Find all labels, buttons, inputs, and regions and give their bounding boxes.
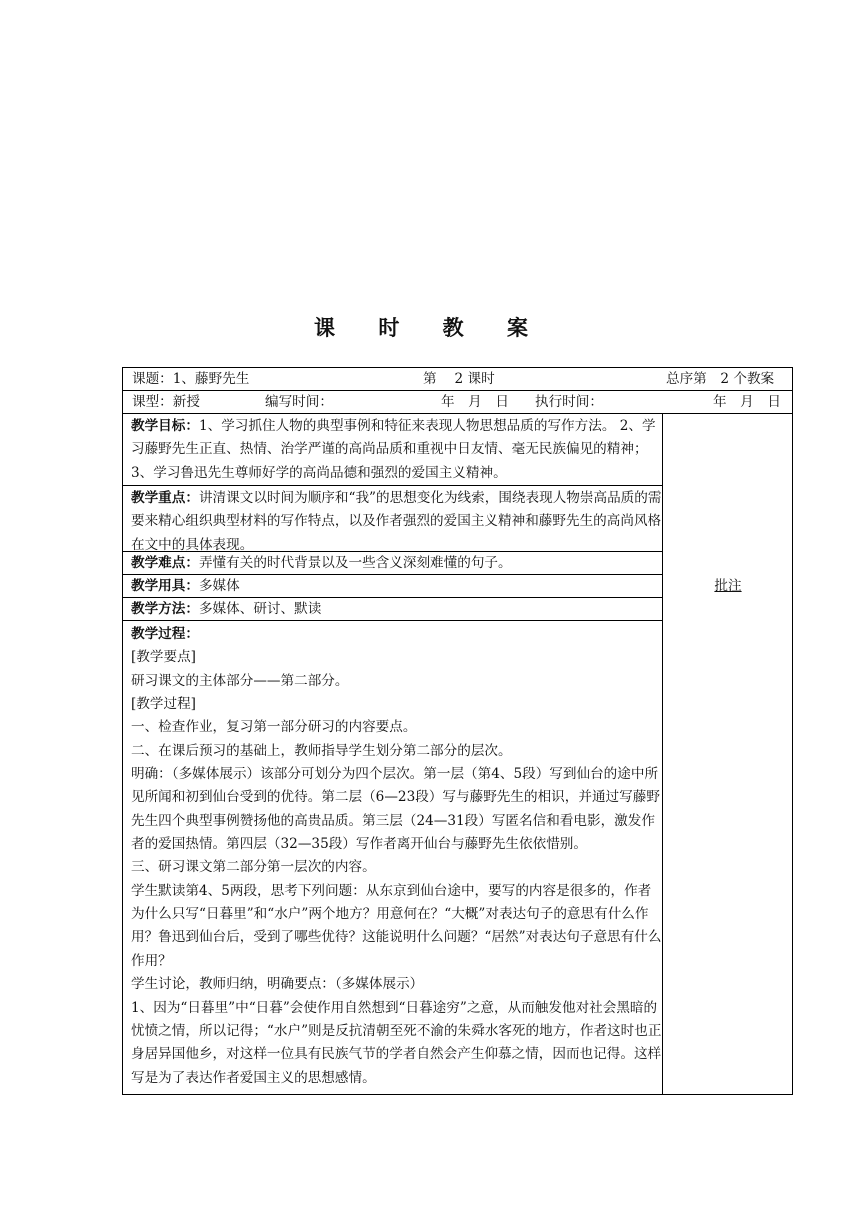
key-points-block xyxy=(123,486,662,552)
tools-block xyxy=(123,575,662,598)
total-cell: 总序第 2 个教案 xyxy=(666,371,775,387)
header-row xyxy=(122,367,793,391)
main-section xyxy=(122,414,793,1095)
tools-label: 教学用具： xyxy=(131,578,199,594)
difficulties-text: 弄懂有关的时代背景以及一些含义深刻难懂的句子。 xyxy=(198,555,512,571)
process-paragraph: 研习课文的主体部分——第二部分。 xyxy=(131,672,349,689)
lesson-cell: 第 2 课时 xyxy=(423,371,495,387)
process-paragraph: 学生讨论，教师归纳，明确要点：（多媒体展示） xyxy=(131,976,424,993)
process-paragraph: [教学要点] xyxy=(131,649,196,666)
process-label: 教学过程： xyxy=(131,626,199,642)
lesson-type: 课型：新授 xyxy=(132,394,200,410)
methods-text: 多媒体、研讨、默读 xyxy=(198,601,322,617)
objectives-text: 1、学习抓住人物的典型事例和特征来表现人物思想品质的写作方法。 2、学习藤野先生正直、热情、治学严谨的高尚品质和重视中日友情、毫无民族偏见的精神；3、学习鲁迅先生尊师好学的高尚品德和强烈的爱国主义精神。 xyxy=(131,418,656,481)
key-points-text: 讲清课文以时间为顺序和“我”的思想变化为线索，围绕表现人物崇高品质的需要来精心组织典型材料的写作特点，以及作者强烈的爱国主义精神和藤野先生的高尚风格在文中的具体表现。 xyxy=(131,490,662,553)
difficulties-label: 教学难点： xyxy=(131,555,199,571)
objectives-label: 教学目标： xyxy=(131,418,199,434)
process-paragraph: 二、在课后预习的基础上，教师指导学生划分第二部分的层次。 xyxy=(131,742,512,759)
process-block xyxy=(123,621,662,1093)
annotation-label: 批注 xyxy=(714,578,742,594)
process-body xyxy=(131,646,662,1090)
meta-row xyxy=(122,391,793,414)
topic-cell: 课题：1、藤野先生 xyxy=(132,371,250,387)
methods-label: 教学方法： xyxy=(131,601,199,617)
annotation-column xyxy=(663,414,793,1094)
tools-text: 多媒体 xyxy=(198,578,240,594)
process-paragraph: 一、检查作业，复习第一部分研习的内容要点。 xyxy=(131,719,417,736)
content-column xyxy=(123,414,663,1094)
compile-time-label: 编写时间： xyxy=(265,394,333,410)
process-paragraph: 1、因为“日暮里”中“日暮”会使作用自然想到“日暮途穷”之意，从而触发他对社会黑暗的忧愤之情，所以记得；“水户”则是反抗清朝至死不渝的朱舜水客死的地方，作者这时也正身居异国他乡，对这样一位具有民族气节的学者自然会产生仰慕之情，因而也记得。这样写是为了表达作者爱国主义的思想感情。 xyxy=(131,999,662,1086)
difficulties-block xyxy=(123,552,662,575)
process-paragraph: 三、研习课文第二部分第一层次的内容。 xyxy=(131,859,376,876)
page-title: 课 时 教 案 xyxy=(314,315,546,340)
process-paragraph: [教学过程] xyxy=(131,696,196,713)
methods-block xyxy=(123,598,662,621)
process-paragraph: 学生默读第4、5两段，思考下列问题：从东京到仙台途中，要写的内容是很多的，作者为什么只写“日暮里”和“水户”两个地方？用意何在？“大概”对表达句子的意思有什么作用？鲁迅到仙台后，受到了哪些优待？这能说明什么问题？“居然”对表达句子意思有什么作用？ xyxy=(131,882,662,969)
objectives-block xyxy=(123,414,662,486)
exec-time-label: 执行时间： xyxy=(535,394,603,410)
process-paragraph: 明确：（多媒体展示）该部分可划分为四个层次。第一层（第4、5段）写到仙台的途中所见所闻和初到仙台受到的优待。第二层（6—23段）写与藤野先生的相识，并通过写藤野先生四个典型事例赞扬他的高贵品质。第三层（24—31段）写匿名信和看电影，激发作者的爱国热情。第四层（32—35段）写作者离开仙台与藤野先生依依惜别。 xyxy=(131,766,660,853)
exec-date: 年 月 日 xyxy=(713,394,781,410)
key-points-label: 教学重点： xyxy=(131,490,199,506)
compile-date: 年 月 日 xyxy=(441,394,509,410)
